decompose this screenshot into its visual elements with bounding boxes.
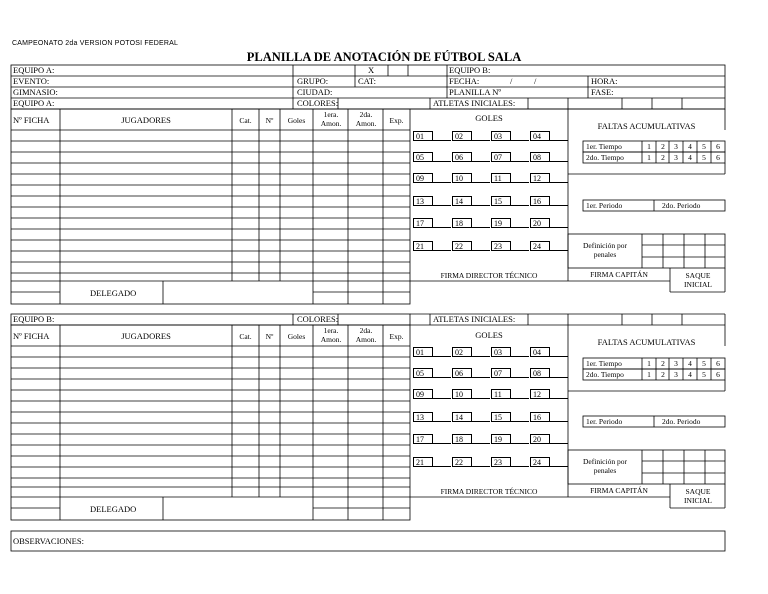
team-b-goal-box-23: 23: [491, 457, 511, 467]
team-a-goal-line-12: [550, 182, 568, 183]
cat-label: CAT:: [358, 76, 376, 86]
team-a-falta-2-6: 6: [716, 153, 720, 162]
team-a-goal-line-01: [433, 140, 451, 141]
team-b-goal-box-18: 18: [452, 434, 472, 444]
team-a-goal-box-01: 01: [413, 131, 433, 141]
team-b-goal-line-02: [472, 356, 490, 357]
team-b-goal-box-08: 08: [530, 368, 550, 378]
team-a-col-am2: 2da. Amon.: [355, 110, 377, 128]
team-a-goal-box-21: 21: [413, 241, 433, 251]
team-b-goal-box-01: 01: [413, 347, 433, 357]
team-a-goal-box-10: 10: [452, 173, 472, 183]
team-b-goal-box-07: 07: [491, 368, 511, 378]
team-a-col-ficha: Nº FICHA: [13, 115, 50, 125]
team-b-faltas-title: FALTAS ACUMULATIVAS: [597, 337, 696, 347]
team-b-goal-box-10: 10: [452, 389, 472, 399]
championship-header: CAMPEONATO 2da VERSION POTOSI FEDERAL: [12, 40, 179, 47]
team-b-goal-line-13: [433, 421, 451, 422]
team-a-goal-line-09: [433, 182, 451, 183]
team-a-goal-line-15: [511, 205, 529, 206]
team-a-goal-line-14: [472, 205, 490, 206]
fase-label: FASE:: [591, 87, 614, 97]
team-b-goal-box-20: 20: [530, 434, 550, 444]
team-a-delegado: DELEGADO: [90, 288, 137, 298]
team-b-falta-2-2: 2: [661, 370, 665, 379]
team-a-goal-box-05: 05: [413, 152, 433, 162]
team-a-goal-line-04: [550, 140, 568, 141]
team-b-falta-2-3: 3: [674, 370, 678, 379]
observaciones-label: OBSERVACIONES:: [13, 536, 84, 546]
fecha-slash-1: /: [510, 76, 513, 86]
team-b-goal-box-05: 05: [413, 368, 433, 378]
team-b-goal-line-06: [472, 377, 490, 378]
team-b-segundo-tiempo: 2do. Tiempo: [586, 370, 624, 379]
team-a-goal-line-06: [472, 161, 490, 162]
team-b-goal-box-21: 21: [413, 457, 433, 467]
team-a-goal-box-12: 12: [530, 173, 550, 183]
team-a-goal-box-22: 22: [452, 241, 472, 251]
team-a-goal-box-15: 15: [491, 196, 511, 206]
team-a-falta-2-3: 3: [674, 153, 678, 162]
team-a-firma-capitan: FIRMA CAPITÁN: [590, 270, 648, 279]
team-a-goal-line-19: [511, 227, 529, 228]
team-b-goal-line-12: [550, 398, 568, 399]
team-a-primer-periodo: 1er. Periodo: [586, 201, 623, 210]
team-a-goal-box-02: 02: [452, 131, 472, 141]
team-b-goal-box-14: 14: [452, 412, 472, 422]
team-b-goal-line-08: [550, 377, 568, 378]
team-a-falta-2-4: 4: [688, 153, 692, 162]
team-a-goal-line-05: [433, 161, 451, 162]
team-a-primer-tiempo: 1er. Tiempo: [586, 142, 622, 151]
team-b-col-goles: Goles: [287, 332, 306, 341]
team-a-goal-box-07: 07: [491, 152, 511, 162]
team-a-saque-inicial: SAQUE INICIAL: [684, 271, 712, 289]
team-b-goles-title: GOLES: [475, 330, 503, 340]
team-a-goal-line-03: [511, 140, 529, 141]
equipo-a-label: EQUIPO A:: [13, 65, 55, 75]
gimnasio-label: GIMNASIO:: [13, 87, 58, 97]
team-a-col-am1: 1era. Amon.: [320, 110, 342, 128]
team-a-goal-box-14: 14: [452, 196, 472, 206]
team-b-atletas: ATLETAS INICIALES:: [433, 314, 516, 324]
team-b-segundo-periodo: 2do. Periodo: [662, 417, 701, 426]
equipo-b-label: EQUIPO B:: [449, 65, 491, 75]
team-a-goal-line-21: [433, 250, 451, 251]
evento-label: EVENTO:: [13, 76, 50, 86]
team-a-goal-line-20: [550, 227, 568, 228]
team-a-goal-box-13: 13: [413, 196, 433, 206]
team-b-goal-line-03: [511, 356, 529, 357]
team-b-goal-line-01: [433, 356, 451, 357]
team-b-goal-box-06: 06: [452, 368, 472, 378]
fecha-slash-2: /: [534, 76, 537, 86]
grupo-label: GRUPO:: [297, 76, 329, 86]
team-b-col-am1: 1era. Amon.: [320, 326, 342, 344]
team-b-falta-1-1: 1: [647, 359, 651, 368]
team-b-goal-line-18: [472, 443, 490, 444]
team-a-goal-box-18: 18: [452, 218, 472, 228]
team-b-goal-box-17: 17: [413, 434, 433, 444]
team-b-falta-2-5: 5: [702, 370, 706, 379]
team-b-goal-line-09: [433, 398, 451, 399]
team-a-goal-line-23: [511, 250, 529, 251]
team-b-goal-line-19: [511, 443, 529, 444]
team-b-goal-line-15: [511, 421, 529, 422]
team-a-segundo-periodo: 2do. Periodo: [662, 201, 701, 210]
team-b-falta-1-5: 5: [702, 359, 706, 368]
team-b-falta-1-2: 2: [661, 359, 665, 368]
team-a-col-goles: Goles: [287, 116, 306, 125]
team-b-col-exp: Exp.: [389, 332, 404, 341]
team-a-goal-box-04: 04: [530, 131, 550, 141]
team-b-goal-box-16: 16: [530, 412, 550, 422]
team-a-goal-box-06: 06: [452, 152, 472, 162]
team-b-goal-line-17: [433, 443, 451, 444]
team-a-definicion: Definición por penales: [583, 241, 627, 259]
team-a-goal-line-18: [472, 227, 490, 228]
team-a-goal-box-24: 24: [530, 241, 550, 251]
team-b-goal-box-02: 02: [452, 347, 472, 357]
team-b-goal-line-10: [472, 398, 490, 399]
team-a-falta-2-1: 1: [647, 153, 651, 162]
team-b-col-num: Nº: [265, 332, 274, 341]
ciudad-label: CIUDAD:: [297, 87, 333, 97]
team-b-falta-2-4: 4: [688, 370, 692, 379]
team-b-delegado: DELEGADO: [90, 504, 137, 514]
team-b-col-am2: 2da. Amon.: [355, 326, 377, 344]
team-a-colores: COLORES:: [297, 98, 339, 108]
team-a-col-exp: Exp.: [389, 116, 404, 125]
team-a-goles-title: GOLES: [475, 113, 503, 123]
team-b-goal-line-23: [511, 466, 529, 467]
team-a-col-cat: Cat.: [239, 116, 252, 125]
team-b-goal-box-24: 24: [530, 457, 550, 467]
team-a-goal-box-20: 20: [530, 218, 550, 228]
form-title: PLANILLA DE ANOTACIÓN DE FÚTBOL SALA: [246, 50, 522, 64]
team-b-goal-line-22: [472, 466, 490, 467]
team-b-primer-periodo: 1er. Periodo: [586, 417, 623, 426]
team-b-falta-1-3: 3: [674, 359, 678, 368]
team-a-falta-1-2: 2: [661, 142, 665, 151]
team-a-goal-line-13: [433, 205, 451, 206]
team-b-falta-1-6: 6: [716, 359, 720, 368]
team-b-saque-inicial: SAQUE INICIAL: [684, 487, 712, 505]
team-a-goal-line-07: [511, 161, 529, 162]
team-b-col-ficha: Nº FICHA: [13, 331, 50, 341]
team-a-firma-dt: FIRMA DIRECTOR TÉCNICO: [440, 271, 538, 280]
team-a-label: EQUIPO A:: [13, 98, 55, 108]
team-a-goal-line-22: [472, 250, 490, 251]
team-a-col-num: Nº: [265, 116, 274, 125]
team-a-goal-line-02: [472, 140, 490, 141]
team-a-atletas: ATLETAS INICIALES:: [433, 98, 516, 108]
planilla-label: PLANILLA Nº: [449, 87, 501, 97]
team-a-goal-box-09: 09: [413, 173, 433, 183]
team-b-goal-line-07: [511, 377, 529, 378]
team-a-goal-line-08: [550, 161, 568, 162]
team-a-goal-box-08: 08: [530, 152, 550, 162]
team-a-goal-line-16: [550, 205, 568, 206]
team-b-colores: COLORES:: [297, 314, 339, 324]
team-a-goal-line-11: [511, 182, 529, 183]
team-a-falta-1-5: 5: [702, 142, 706, 151]
team-b-goal-box-09: 09: [413, 389, 433, 399]
team-b-goal-line-14: [472, 421, 490, 422]
team-b-label: EQUIPO B:: [13, 314, 55, 324]
team-b-goal-line-05: [433, 377, 451, 378]
team-a-goal-box-17: 17: [413, 218, 433, 228]
team-a-goal-box-19: 19: [491, 218, 511, 228]
team-a-goal-line-24: [550, 250, 568, 251]
team-b-definicion: Definición por penales: [583, 457, 627, 475]
team-a-goal-box-23: 23: [491, 241, 511, 251]
team-b-goal-line-16: [550, 421, 568, 422]
team-b-goal-line-24: [550, 466, 568, 467]
hora-label: HORA:: [591, 76, 618, 86]
team-a-faltas-title: FALTAS ACUMULATIVAS: [597, 121, 696, 131]
team-b-goal-line-04: [550, 356, 568, 357]
team-a-falta-1-4: 4: [688, 142, 692, 151]
x-mark: X: [368, 65, 375, 75]
team-b-goal-box-11: 11: [491, 389, 511, 399]
team-b-col-cat: Cat.: [239, 332, 252, 341]
team-b-falta-2-6: 6: [716, 370, 720, 379]
team-a-falta-1-6: 6: [716, 142, 720, 151]
team-b-goal-box-15: 15: [491, 412, 511, 422]
team-a-col-jugadores: JUGADORES: [121, 115, 171, 125]
team-a-falta-2-5: 5: [702, 153, 706, 162]
team-b-goal-box-19: 19: [491, 434, 511, 444]
team-a-goal-box-03: 03: [491, 131, 511, 141]
fecha-label: FECHA:: [449, 76, 480, 86]
team-a-falta-1-3: 3: [674, 142, 678, 151]
team-a-goal-line-17: [433, 227, 451, 228]
team-a-falta-2-2: 2: [661, 153, 665, 162]
team-b-goal-box-22: 22: [452, 457, 472, 467]
team-a-segundo-tiempo: 2do. Tiempo: [586, 153, 624, 162]
team-a-falta-1-1: 1: [647, 142, 651, 151]
team-b-goal-box-04: 04: [530, 347, 550, 357]
team-a-goal-line-10: [472, 182, 490, 183]
team-b-goal-box-12: 12: [530, 389, 550, 399]
team-b-falta-2-1: 1: [647, 370, 651, 379]
team-b-falta-1-4: 4: [688, 359, 692, 368]
team-b-firma-dt: FIRMA DIRECTOR TÉCNICO: [440, 487, 538, 496]
team-b-firma-capitan: FIRMA CAPITÁN: [590, 486, 648, 495]
team-a-goal-box-11: 11: [491, 173, 511, 183]
team-b-goal-box-13: 13: [413, 412, 433, 422]
team-b-goal-box-03: 03: [491, 347, 511, 357]
team-b-col-jugadores: JUGADORES: [121, 331, 171, 341]
team-b-goal-line-11: [511, 398, 529, 399]
team-b-goal-line-21: [433, 466, 451, 467]
team-b-goal-line-20: [550, 443, 568, 444]
team-a-goal-box-16: 16: [530, 196, 550, 206]
team-b-primer-tiempo: 1er. Tiempo: [586, 359, 622, 368]
